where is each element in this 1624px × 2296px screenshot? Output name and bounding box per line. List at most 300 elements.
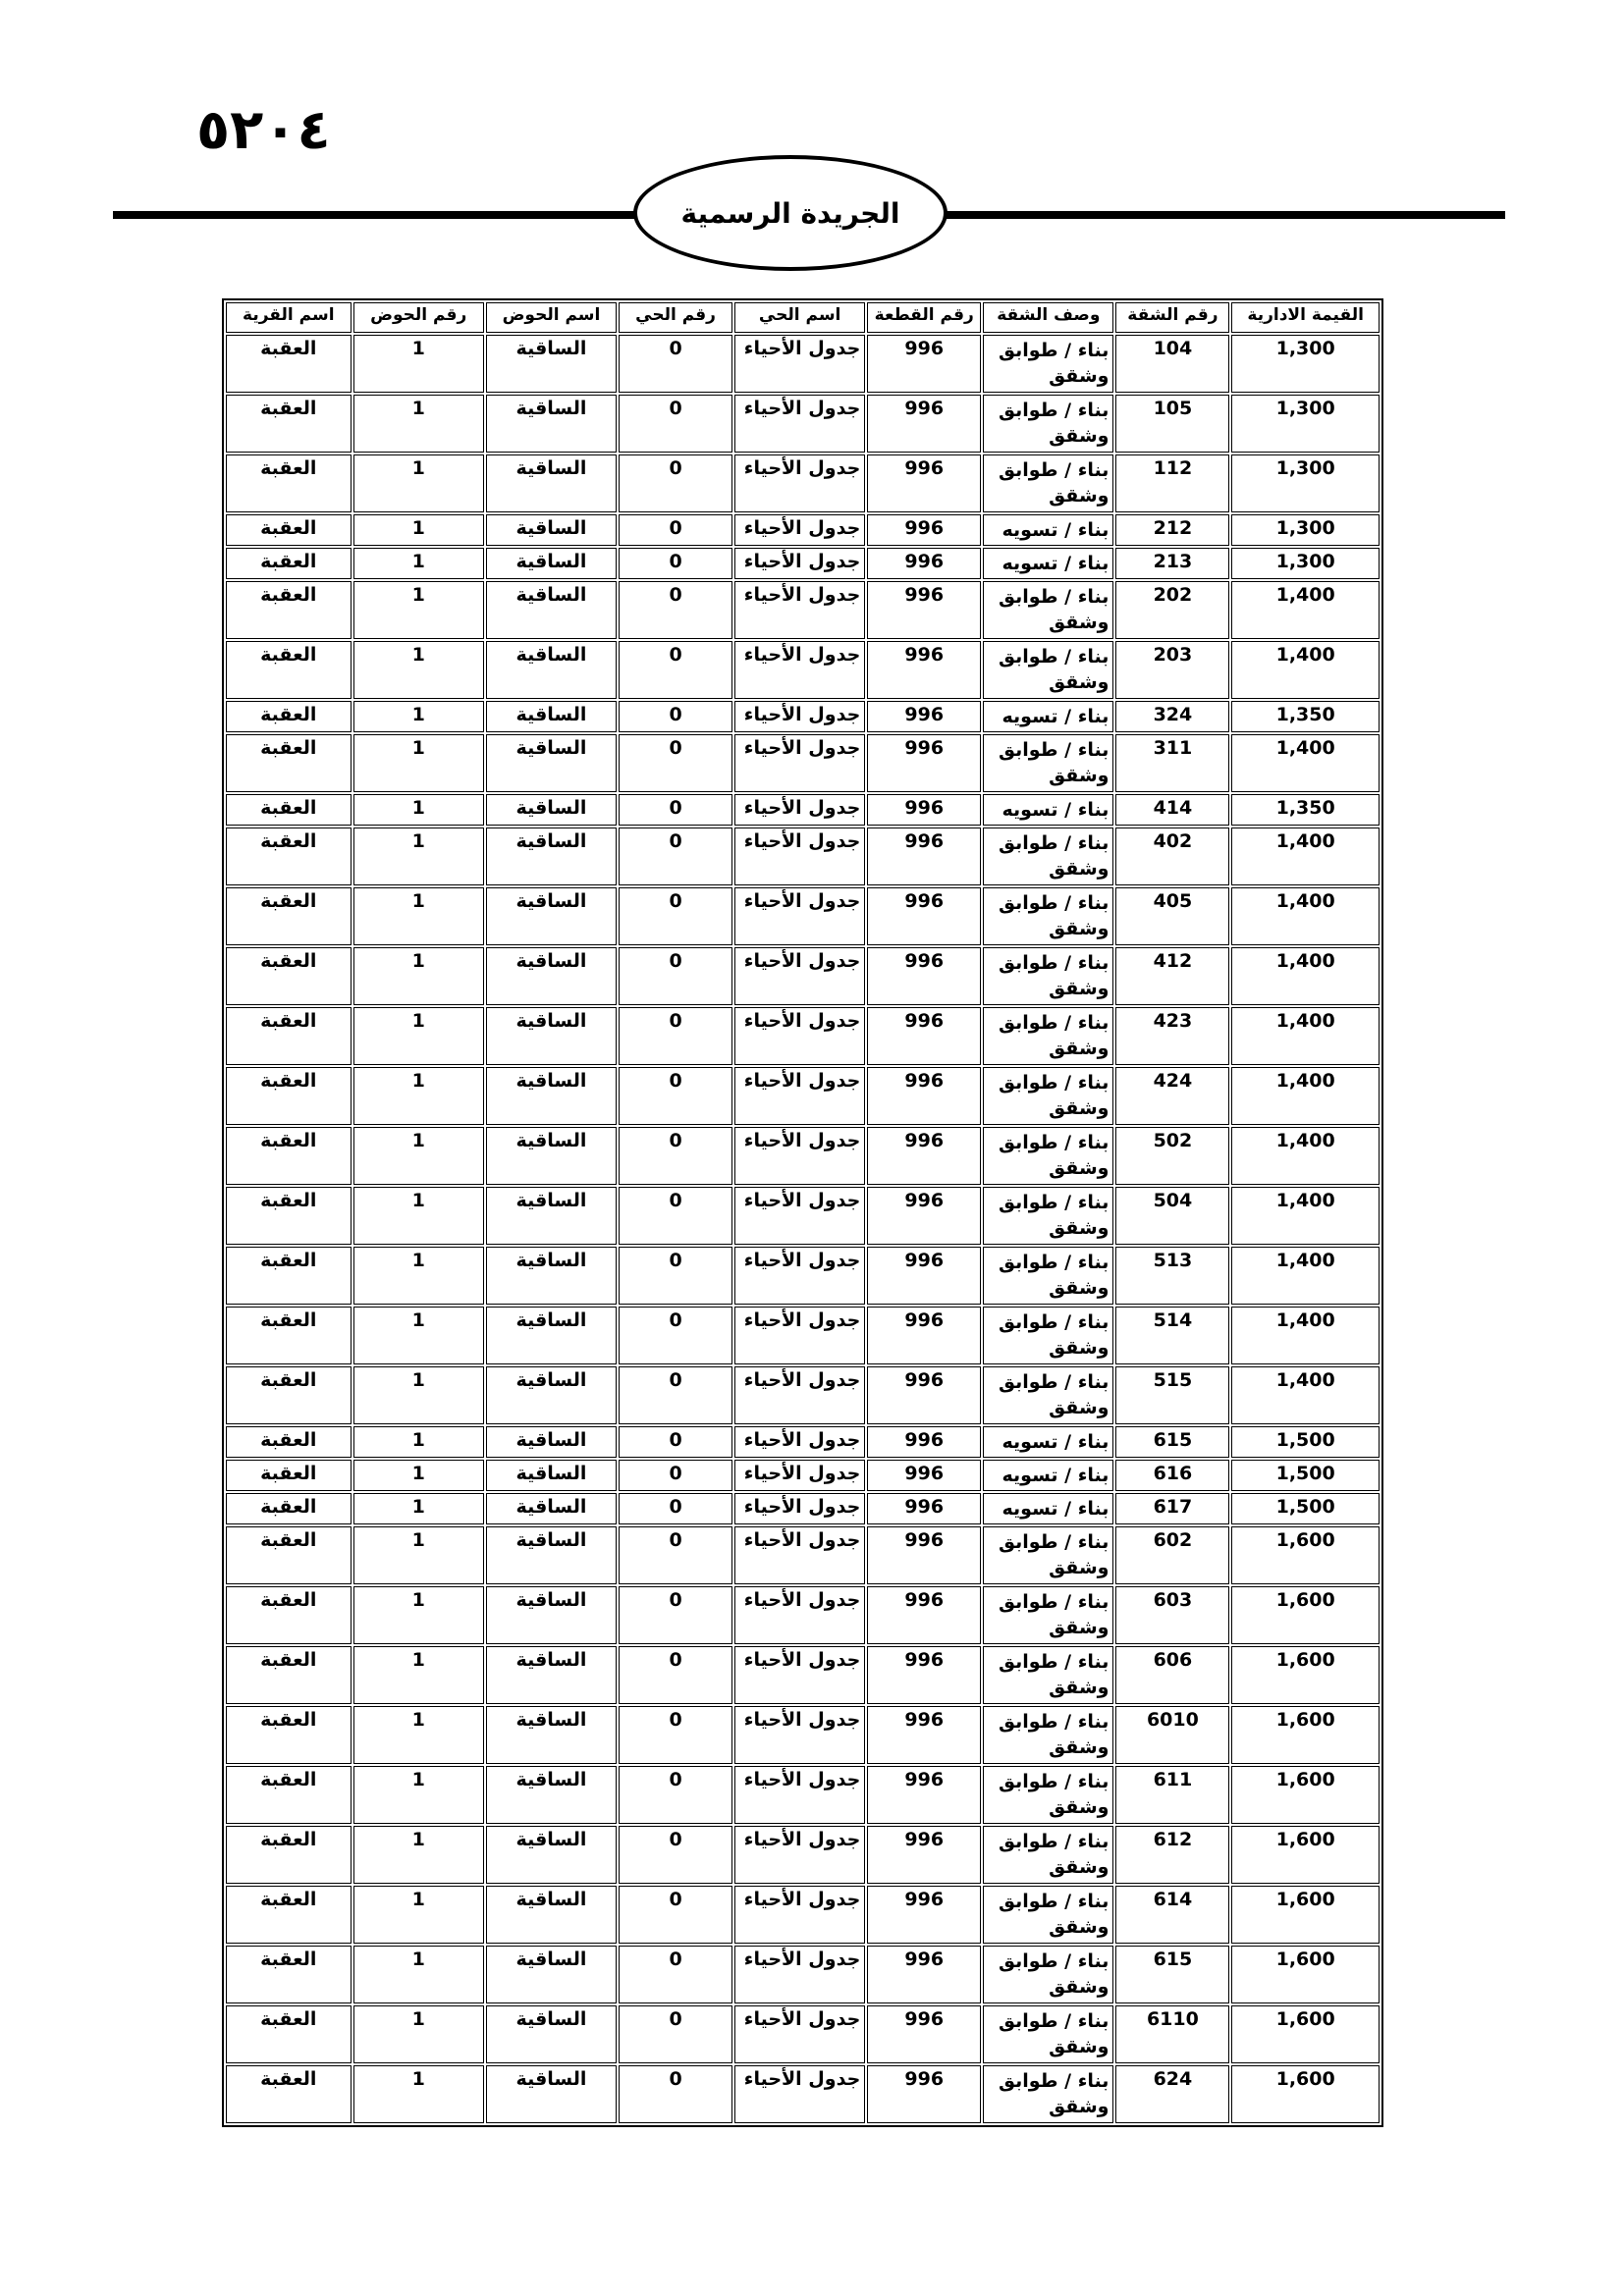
table-row bbox=[226, 1946, 1380, 2003]
cell-hawd-no: 1 bbox=[353, 1766, 484, 1824]
col-header-apt-no: رقم الشقة bbox=[1115, 302, 1229, 333]
cell-value: 1,400 bbox=[1231, 1127, 1380, 1185]
cell-village: العقبة bbox=[226, 1187, 352, 1245]
cell-apt-no: 6010 bbox=[1115, 1706, 1229, 1764]
cell-hay-name: جدول الأحياء bbox=[734, 1247, 865, 1305]
cell-apt-no: 615 bbox=[1115, 1946, 1229, 2003]
cell-hay-name: جدول الأحياء bbox=[734, 1307, 865, 1364]
cell-apt-no: 202 bbox=[1115, 581, 1229, 639]
cell-village: العقبة bbox=[226, 1366, 352, 1424]
cell-hay-no: 0 bbox=[619, 828, 732, 885]
cell-hawd-name: الساقية bbox=[486, 1826, 617, 1884]
cell-apt-no: 402 bbox=[1115, 828, 1229, 885]
cell-plot-no: 996 bbox=[867, 2005, 981, 2063]
cell-village: العقبة bbox=[226, 1646, 352, 1704]
cell-hay-no: 0 bbox=[619, 701, 732, 732]
cell-hay-no: 0 bbox=[619, 395, 732, 453]
cell-village: العقبة bbox=[226, 548, 352, 579]
cell-plot-no: 996 bbox=[867, 1586, 981, 1644]
cell-value: 1,400 bbox=[1231, 734, 1380, 792]
cell-hay-name: جدول الأحياء bbox=[734, 828, 865, 885]
cell-hay-name: جدول الأحياء bbox=[734, 947, 865, 1005]
col-header-plot-no: رقم القطعة bbox=[867, 302, 981, 333]
cell-hay-no: 0 bbox=[619, 641, 732, 699]
cell-hawd-no: 1 bbox=[353, 1526, 484, 1584]
table-row bbox=[226, 1586, 1380, 1644]
cell-apt-desc: بناء / طوابق وشقق bbox=[983, 947, 1113, 1005]
cell-plot-no: 996 bbox=[867, 1307, 981, 1364]
cell-value: 1,400 bbox=[1231, 887, 1380, 945]
table-row bbox=[226, 1187, 1380, 1245]
cell-plot-no: 996 bbox=[867, 1646, 981, 1704]
cell-hawd-name: الساقية bbox=[486, 1460, 617, 1491]
cell-hawd-no: 1 bbox=[353, 548, 484, 579]
cell-hawd-no: 1 bbox=[353, 794, 484, 826]
cell-hay-no: 0 bbox=[619, 1067, 732, 1125]
cell-value: 1,600 bbox=[1231, 1646, 1380, 1704]
cell-hawd-name: الساقية bbox=[486, 1067, 617, 1125]
cell-hay-name: جدول الأحياء bbox=[734, 1007, 865, 1065]
cell-apt-no: 514 bbox=[1115, 1307, 1229, 1364]
cell-hawd-name: الساقية bbox=[486, 1007, 617, 1065]
cell-hawd-no: 1 bbox=[353, 947, 484, 1005]
cell-village: العقبة bbox=[226, 887, 352, 945]
table-row bbox=[226, 1247, 1380, 1305]
cell-apt-desc: بناء / طوابق وشقق bbox=[983, 1646, 1113, 1704]
col-header-hawd-no: رقم الحوض bbox=[353, 302, 484, 333]
cell-hawd-no: 1 bbox=[353, 1646, 484, 1704]
cell-hawd-name: الساقية bbox=[486, 1886, 617, 1944]
cell-hawd-name: الساقية bbox=[486, 2005, 617, 2063]
table-body bbox=[226, 335, 1380, 2123]
cell-plot-no: 996 bbox=[867, 734, 981, 792]
cell-apt-no: 6110 bbox=[1115, 2005, 1229, 2063]
cell-hay-name: جدول الأحياء bbox=[734, 734, 865, 792]
cell-value: 1,300 bbox=[1231, 395, 1380, 453]
table-row bbox=[226, 1706, 1380, 1764]
cell-hawd-no: 1 bbox=[353, 1886, 484, 1944]
cell-value: 1,300 bbox=[1231, 454, 1380, 512]
cell-apt-no: 423 bbox=[1115, 1007, 1229, 1065]
cell-apt-desc: بناء / طوابق وشقق bbox=[983, 1366, 1113, 1424]
cell-hawd-no: 1 bbox=[353, 395, 484, 453]
cell-apt-desc: بناء / طوابق وشقق bbox=[983, 1007, 1113, 1065]
cell-hay-no: 0 bbox=[619, 454, 732, 512]
cell-apt-desc: بناء / طوابق وشقق bbox=[983, 1706, 1113, 1764]
cell-apt-desc: بناء / طوابق وشقق bbox=[983, 734, 1113, 792]
cell-hawd-no: 1 bbox=[353, 2065, 484, 2123]
cell-hawd-no: 1 bbox=[353, 581, 484, 639]
cell-hawd-name: الساقية bbox=[486, 734, 617, 792]
cell-hay-name: جدول الأحياء bbox=[734, 454, 865, 512]
cell-apt-no: 603 bbox=[1115, 1586, 1229, 1644]
cell-plot-no: 996 bbox=[867, 1460, 981, 1491]
cell-hawd-name: الساقية bbox=[486, 1187, 617, 1245]
cell-value: 1,600 bbox=[1231, 1766, 1380, 1824]
cell-apt-no: 104 bbox=[1115, 335, 1229, 393]
cell-value: 1,400 bbox=[1231, 1187, 1380, 1245]
cell-hay-name: جدول الأحياء bbox=[734, 887, 865, 945]
cell-hay-name: جدول الأحياء bbox=[734, 1187, 865, 1245]
cell-village: العقبة bbox=[226, 1426, 352, 1458]
cell-apt-desc: بناء / طوابق وشقق bbox=[983, 1766, 1113, 1824]
table-row bbox=[226, 1886, 1380, 1944]
cell-apt-no: 502 bbox=[1115, 1127, 1229, 1185]
cell-hawd-name: الساقية bbox=[486, 1493, 617, 1524]
cell-village: العقبة bbox=[226, 794, 352, 826]
table-row bbox=[226, 1646, 1380, 1704]
cell-plot-no: 996 bbox=[867, 1007, 981, 1065]
cell-hawd-name: الساقية bbox=[486, 581, 617, 639]
table-row bbox=[226, 641, 1380, 699]
table-row bbox=[226, 1526, 1380, 1584]
cell-apt-desc: بناء / طوابق وشقق bbox=[983, 641, 1113, 699]
cell-apt-desc: بناء / طوابق وشقق bbox=[983, 581, 1113, 639]
cell-plot-no: 996 bbox=[867, 1493, 981, 1524]
cell-value: 1,300 bbox=[1231, 548, 1380, 579]
cell-hawd-no: 1 bbox=[353, 1366, 484, 1424]
cell-hay-no: 0 bbox=[619, 1247, 732, 1305]
cell-apt-desc: بناء / طوابق وشقق bbox=[983, 1127, 1113, 1185]
cell-hay-name: جدول الأحياء bbox=[734, 1426, 865, 1458]
cell-plot-no: 996 bbox=[867, 1127, 981, 1185]
cell-apt-desc: بناء / طوابق وشقق bbox=[983, 1307, 1113, 1364]
cell-plot-no: 996 bbox=[867, 1706, 981, 1764]
cell-village: العقبة bbox=[226, 1067, 352, 1125]
cell-apt-desc: بناء / طوابق وشقق bbox=[983, 395, 1113, 453]
cell-value: 1,600 bbox=[1231, 1586, 1380, 1644]
cell-plot-no: 996 bbox=[867, 395, 981, 453]
cell-apt-desc: بناء / تسويه bbox=[983, 548, 1113, 579]
cell-hay-no: 0 bbox=[619, 947, 732, 1005]
cell-apt-no: 212 bbox=[1115, 514, 1229, 546]
cell-hawd-no: 1 bbox=[353, 1826, 484, 1884]
cell-hawd-name: الساقية bbox=[486, 701, 617, 732]
cell-hawd-name: الساقية bbox=[486, 454, 617, 512]
cell-apt-desc: بناء / طوابق وشقق bbox=[983, 887, 1113, 945]
table-row bbox=[226, 1460, 1380, 1491]
cell-apt-no: 606 bbox=[1115, 1646, 1229, 1704]
cell-value: 1,400 bbox=[1231, 1366, 1380, 1424]
cell-hay-no: 0 bbox=[619, 887, 732, 945]
cell-plot-no: 996 bbox=[867, 454, 981, 512]
table-row bbox=[226, 1493, 1380, 1524]
cell-hay-no: 0 bbox=[619, 1493, 732, 1524]
cell-hawd-name: الساقية bbox=[486, 335, 617, 393]
cell-hay-name: جدول الأحياء bbox=[734, 581, 865, 639]
cell-hay-no: 0 bbox=[619, 1946, 732, 2003]
cell-value: 1,400 bbox=[1231, 1247, 1380, 1305]
cell-apt-desc: بناء / طوابق وشقق bbox=[983, 1067, 1113, 1125]
cell-hawd-no: 1 bbox=[353, 1187, 484, 1245]
cell-hay-name: جدول الأحياء bbox=[734, 1646, 865, 1704]
cell-village: العقبة bbox=[226, 1127, 352, 1185]
cell-hawd-no: 1 bbox=[353, 2005, 484, 2063]
cell-apt-desc: بناء / طوابق وشقق bbox=[983, 1886, 1113, 1944]
cell-hay-name: جدول الأحياء bbox=[734, 794, 865, 826]
cell-village: العقبة bbox=[226, 395, 352, 453]
table-row bbox=[226, 454, 1380, 512]
cell-hay-no: 0 bbox=[619, 1706, 732, 1764]
cell-hawd-name: الساقية bbox=[486, 395, 617, 453]
cell-apt-no: 611 bbox=[1115, 1766, 1229, 1824]
cell-apt-desc: بناء / تسويه bbox=[983, 1493, 1113, 1524]
table-row bbox=[226, 1426, 1380, 1458]
table-row bbox=[226, 1007, 1380, 1065]
cell-hawd-no: 1 bbox=[353, 1706, 484, 1764]
cell-village: العقبة bbox=[226, 641, 352, 699]
cell-hawd-no: 1 bbox=[353, 734, 484, 792]
cell-hay-no: 0 bbox=[619, 1646, 732, 1704]
cell-hawd-name: الساقية bbox=[486, 828, 617, 885]
cell-hay-name: جدول الأحياء bbox=[734, 1493, 865, 1524]
cell-plot-no: 996 bbox=[867, 1526, 981, 1584]
cell-hay-name: جدول الأحياء bbox=[734, 1826, 865, 1884]
cell-value: 1,600 bbox=[1231, 1886, 1380, 1944]
cell-apt-desc: بناء / تسويه bbox=[983, 794, 1113, 826]
cell-value: 1,400 bbox=[1231, 1007, 1380, 1065]
cell-value: 1,500 bbox=[1231, 1426, 1380, 1458]
cell-plot-no: 996 bbox=[867, 1366, 981, 1424]
cell-village: العقبة bbox=[226, 2065, 352, 2123]
cell-plot-no: 996 bbox=[867, 1067, 981, 1125]
cell-hay-name: جدول الأحياء bbox=[734, 1946, 865, 2003]
cell-plot-no: 996 bbox=[867, 887, 981, 945]
table-row bbox=[226, 1307, 1380, 1364]
cell-apt-no: 324 bbox=[1115, 701, 1229, 732]
cell-hay-name: جدول الأحياء bbox=[734, 2065, 865, 2123]
cell-village: العقبة bbox=[226, 734, 352, 792]
cell-hay-name: جدول الأحياء bbox=[734, 1127, 865, 1185]
cell-hay-name: جدول الأحياء bbox=[734, 1586, 865, 1644]
cell-village: العقبة bbox=[226, 1586, 352, 1644]
cell-apt-desc: بناء / تسويه bbox=[983, 701, 1113, 732]
cell-plot-no: 996 bbox=[867, 1247, 981, 1305]
cell-hay-no: 0 bbox=[619, 1586, 732, 1644]
cell-apt-no: 515 bbox=[1115, 1366, 1229, 1424]
cell-value: 1,500 bbox=[1231, 1493, 1380, 1524]
cell-hay-no: 0 bbox=[619, 1766, 732, 1824]
cell-hay-no: 0 bbox=[619, 548, 732, 579]
cell-value: 1,400 bbox=[1231, 1067, 1380, 1125]
cell-apt-desc: بناء / طوابق وشقق bbox=[983, 335, 1113, 393]
cell-village: العقبة bbox=[226, 335, 352, 393]
table-row bbox=[226, 701, 1380, 732]
cell-village: العقبة bbox=[226, 701, 352, 732]
cell-plot-no: 996 bbox=[867, 1886, 981, 1944]
cell-hawd-name: الساقية bbox=[486, 514, 617, 546]
cell-value: 1,350 bbox=[1231, 701, 1380, 732]
cell-hawd-no: 1 bbox=[353, 454, 484, 512]
cell-plot-no: 996 bbox=[867, 1187, 981, 1245]
cell-hay-no: 0 bbox=[619, 1187, 732, 1245]
cell-village: العقبة bbox=[226, 1946, 352, 2003]
cell-value: 1,400 bbox=[1231, 947, 1380, 1005]
cell-hawd-name: الساقية bbox=[486, 1526, 617, 1584]
cell-apt-desc: بناء / طوابق وشقق bbox=[983, 828, 1113, 885]
cell-hawd-no: 1 bbox=[353, 1307, 484, 1364]
table-row bbox=[226, 1826, 1380, 1884]
cell-apt-no: 412 bbox=[1115, 947, 1229, 1005]
cell-hay-no: 0 bbox=[619, 335, 732, 393]
cell-hay-no: 0 bbox=[619, 1366, 732, 1424]
cell-hawd-name: الساقية bbox=[486, 548, 617, 579]
cell-hawd-name: الساقية bbox=[486, 1946, 617, 2003]
cell-hay-no: 0 bbox=[619, 794, 732, 826]
cell-village: العقبة bbox=[226, 1247, 352, 1305]
table-header-row bbox=[226, 302, 1380, 333]
cell-apt-desc: بناء / طوابق وشقق bbox=[983, 1946, 1113, 2003]
cell-village: العقبة bbox=[226, 1526, 352, 1584]
cell-hay-name: جدول الأحياء bbox=[734, 1366, 865, 1424]
cell-plot-no: 996 bbox=[867, 828, 981, 885]
table-row bbox=[226, 581, 1380, 639]
cell-hay-no: 0 bbox=[619, 1127, 732, 1185]
cell-apt-no: 405 bbox=[1115, 887, 1229, 945]
col-header-village: اسم القرية bbox=[226, 302, 352, 333]
cell-apt-desc: بناء / تسويه bbox=[983, 1460, 1113, 1491]
cell-village: العقبة bbox=[226, 454, 352, 512]
cell-hawd-name: الساقية bbox=[486, 1366, 617, 1424]
cell-plot-no: 996 bbox=[867, 1766, 981, 1824]
cell-hay-name: جدول الأحياء bbox=[734, 1766, 865, 1824]
cell-hawd-no: 1 bbox=[353, 1067, 484, 1125]
cell-village: العقبة bbox=[226, 1826, 352, 1884]
col-header-value: القيمة الادارية bbox=[1231, 302, 1380, 333]
cell-plot-no: 996 bbox=[867, 514, 981, 546]
cell-hay-no: 0 bbox=[619, 1526, 732, 1584]
cell-value: 1,400 bbox=[1231, 641, 1380, 699]
table-row bbox=[226, 1366, 1380, 1424]
cell-value: 1,400 bbox=[1231, 581, 1380, 639]
cell-apt-desc: بناء / تسويه bbox=[983, 514, 1113, 546]
cell-apt-no: 105 bbox=[1115, 395, 1229, 453]
cell-plot-no: 996 bbox=[867, 1946, 981, 2003]
cell-village: العقبة bbox=[226, 1493, 352, 1524]
cell-village: العقبة bbox=[226, 1460, 352, 1491]
cell-value: 1,600 bbox=[1231, 1946, 1380, 2003]
cell-apt-no: 213 bbox=[1115, 548, 1229, 579]
cell-hawd-no: 1 bbox=[353, 1460, 484, 1491]
cell-hawd-no: 1 bbox=[353, 1493, 484, 1524]
cell-hay-name: جدول الأحياء bbox=[734, 548, 865, 579]
cell-hay-name: جدول الأحياء bbox=[734, 395, 865, 453]
cell-hay-no: 0 bbox=[619, 2005, 732, 2063]
cell-hawd-name: الساقية bbox=[486, 1586, 617, 1644]
cell-hay-name: جدول الأحياء bbox=[734, 641, 865, 699]
cell-village: العقبة bbox=[226, 514, 352, 546]
cell-village: العقبة bbox=[226, 2005, 352, 2063]
cell-village: العقبة bbox=[226, 947, 352, 1005]
table-row bbox=[226, 828, 1380, 885]
cell-hay-no: 0 bbox=[619, 1007, 732, 1065]
cell-value: 1,400 bbox=[1231, 828, 1380, 885]
cell-hawd-name: الساقية bbox=[486, 887, 617, 945]
cell-value: 1,300 bbox=[1231, 514, 1380, 546]
cell-apt-desc: بناء / طوابق وشقق bbox=[983, 2005, 1113, 2063]
cell-hay-no: 0 bbox=[619, 581, 732, 639]
col-header-hawd-name: اسم الحوض bbox=[486, 302, 617, 333]
cell-hay-no: 0 bbox=[619, 734, 732, 792]
table-row bbox=[226, 794, 1380, 826]
cell-apt-desc: بناء / طوابق وشقق bbox=[983, 1826, 1113, 1884]
cell-plot-no: 996 bbox=[867, 1426, 981, 1458]
cell-hay-no: 0 bbox=[619, 2065, 732, 2123]
cell-value: 1,500 bbox=[1231, 1460, 1380, 1491]
cell-hay-name: جدول الأحياء bbox=[734, 2005, 865, 2063]
cell-apt-no: 504 bbox=[1115, 1187, 1229, 1245]
cell-hawd-name: الساقية bbox=[486, 1127, 617, 1185]
cell-hay-name: جدول الأحياء bbox=[734, 1886, 865, 1944]
cell-village: العقبة bbox=[226, 1886, 352, 1944]
cell-value: 1,350 bbox=[1231, 794, 1380, 826]
cell-hawd-no: 1 bbox=[353, 1247, 484, 1305]
cell-hay-name: جدول الأحياء bbox=[734, 1067, 865, 1125]
cell-hawd-no: 1 bbox=[353, 1586, 484, 1644]
cell-apt-no: 602 bbox=[1115, 1526, 1229, 1584]
cell-hay-no: 0 bbox=[619, 1307, 732, 1364]
cell-village: العقبة bbox=[226, 581, 352, 639]
valuation-table-wrap bbox=[222, 298, 1383, 2127]
table-row bbox=[226, 1067, 1380, 1125]
cell-hay-name: جدول الأحياء bbox=[734, 1526, 865, 1584]
cell-hay-name: جدول الأحياء bbox=[734, 1460, 865, 1491]
cell-apt-no: 612 bbox=[1115, 1826, 1229, 1884]
cell-hay-no: 0 bbox=[619, 514, 732, 546]
cell-hay-name: جدول الأحياء bbox=[734, 514, 865, 546]
cell-apt-desc: بناء / طوابق وشقق bbox=[983, 1187, 1113, 1245]
cell-value: 1,600 bbox=[1231, 1706, 1380, 1764]
cell-hay-no: 0 bbox=[619, 1426, 732, 1458]
table-row bbox=[226, 335, 1380, 393]
cell-apt-desc: بناء / طوابق وشقق bbox=[983, 2065, 1113, 2123]
cell-hawd-name: الساقية bbox=[486, 2065, 617, 2123]
table-row bbox=[226, 548, 1380, 579]
cell-value: 1,400 bbox=[1231, 1307, 1380, 1364]
cell-plot-no: 996 bbox=[867, 335, 981, 393]
cell-plot-no: 996 bbox=[867, 2065, 981, 2123]
cell-apt-no: 414 bbox=[1115, 794, 1229, 826]
cell-hawd-name: الساقية bbox=[486, 1766, 617, 1824]
cell-plot-no: 996 bbox=[867, 581, 981, 639]
cell-hawd-no: 1 bbox=[353, 335, 484, 393]
table-row bbox=[226, 734, 1380, 792]
cell-value: 1,300 bbox=[1231, 335, 1380, 393]
cell-apt-desc: بناء / تسويه bbox=[983, 1426, 1113, 1458]
cell-apt-no: 616 bbox=[1115, 1460, 1229, 1491]
cell-apt-no: 513 bbox=[1115, 1247, 1229, 1305]
cell-apt-desc: بناء / طوابق وشقق bbox=[983, 1526, 1113, 1584]
cell-hawd-name: الساقية bbox=[486, 794, 617, 826]
table-row bbox=[226, 395, 1380, 453]
cell-plot-no: 996 bbox=[867, 1826, 981, 1884]
cell-hawd-name: الساقية bbox=[486, 1247, 617, 1305]
table-row bbox=[226, 2065, 1380, 2123]
cell-hawd-no: 1 bbox=[353, 1426, 484, 1458]
table-row bbox=[226, 2005, 1380, 2063]
header-oval bbox=[633, 155, 947, 271]
cell-hawd-name: الساقية bbox=[486, 1307, 617, 1364]
table-row bbox=[226, 514, 1380, 546]
cell-apt-no: 424 bbox=[1115, 1067, 1229, 1125]
cell-hawd-name: الساقية bbox=[486, 641, 617, 699]
page-number: ٥٢٠٤ bbox=[196, 98, 331, 162]
cell-plot-no: 996 bbox=[867, 641, 981, 699]
cell-apt-desc: بناء / طوابق وشقق bbox=[983, 1586, 1113, 1644]
cell-plot-no: 996 bbox=[867, 947, 981, 1005]
table-row bbox=[226, 1127, 1380, 1185]
cell-apt-desc: بناء / طوابق وشقق bbox=[983, 1247, 1113, 1305]
